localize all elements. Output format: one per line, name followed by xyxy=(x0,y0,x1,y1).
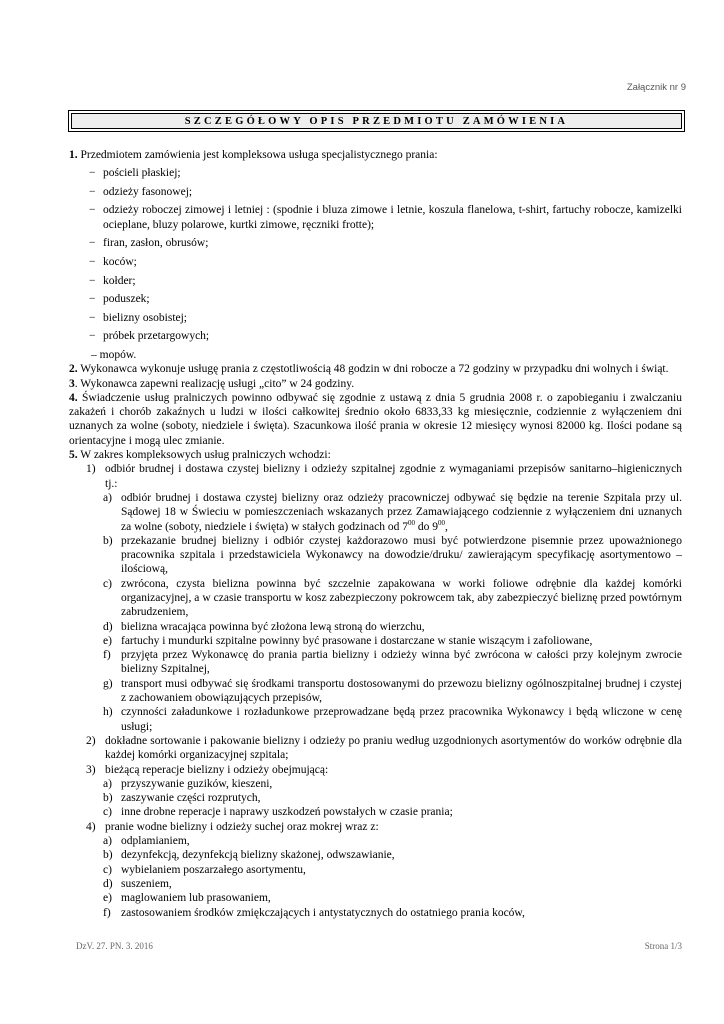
subitem-1d xyxy=(69,620,682,634)
subitem-text: odbiór brudnej i dostawa czystej bielizny oraz odzieży pracowniczej odbywać się będzie na terenie Szpitala przy ul. Sądowej 18 w Świeciu w pomieszczeniach wskazanych przez Zamawiającego codziennie z wyłączeniem dni uznanych za wolne (soboty, niedziele i święta) w stałych godzinach od 7 xyxy=(121,491,682,533)
subitem-text: wybielaniem poszarzałego asortymentu, xyxy=(121,863,306,876)
list-item-text: bielizny osobistej; xyxy=(103,311,188,324)
section-1-text: Przedmiotem zamówienia jest kompleksowa usługa specjalistycznego prania: xyxy=(80,149,438,161)
subitem-text: odbiór brudnej i dostawa czystej bielizny i odzieży szpitalnej zgodnie z wymaganiami przepisów sanitarno–higienicznych tj.: xyxy=(105,463,682,490)
list-item-text: firan, zasłon, obrusów; xyxy=(103,237,209,250)
subitem-marker: d) xyxy=(103,877,113,890)
subitem-text: dokładne sortowanie i pakowanie bielizny i odzieży po praniu według uzgodnionych asortymentów do worków odrębnie dla każdej komórki organizacyjnej szpitala; xyxy=(105,734,682,762)
dash-marker: − xyxy=(89,237,96,250)
subitem-marker: f) xyxy=(103,649,111,662)
subitem-marker: 3) xyxy=(86,763,96,776)
list-item xyxy=(69,329,682,343)
subitem-marker: b) xyxy=(103,792,113,805)
section-5 xyxy=(69,448,682,462)
dash-marker: − xyxy=(89,330,96,343)
subitem-4a xyxy=(69,834,682,848)
subitem-3a xyxy=(69,777,682,791)
dash-marker: − xyxy=(89,311,96,324)
subitem-text: przyjęta przez Wykonawcę do prania partia bielizny i odzieży winna być zwrócona w całości przy kolejnym zwrocie bielizny Szpitalnej, xyxy=(121,649,682,676)
title-box xyxy=(68,110,685,132)
list-item-text: odzieży roboczej zimowej i letniej : (spodnie i bluza zimowe i letnie, koszula flanelowa, t-shirt, fartuchy robocze, kamizelki ocieplane, bluzy polarowe, kurtki zimowe, ręczniki frotte); xyxy=(103,204,682,231)
subitem-text: przekazanie brudnej bielizny i odbiór czystej każdorazowo musi być potwierdzone pisemnie przez upoważnionego pracownika szpitala i przedstawiciela Wykonawcy na dowodzie/druku/ zawierającym specyfikację asortymentowo – ilościową, xyxy=(121,534,682,576)
list-item-text: kołder; xyxy=(103,274,136,287)
list-item xyxy=(69,274,682,288)
list-item xyxy=(69,311,682,325)
subitem-text: fartuchy i mundurki szpitalne powinny być prasowane i dostarczane w stanie wiszącym i zafoliowane, xyxy=(121,634,593,647)
list-item xyxy=(69,185,682,199)
subitem-marker: f) xyxy=(103,906,111,919)
subitem-text: przyszywanie guzików, kieszeni, xyxy=(121,777,273,790)
list-item-text: próbek przetargowych; xyxy=(103,330,210,343)
section-4 xyxy=(69,391,682,448)
list-item xyxy=(69,166,682,180)
list-item xyxy=(69,236,682,250)
subitem-marker: 1) xyxy=(86,463,96,476)
subitem-text: czynności załadunkowe i rozładunkowe przeprowadzane będą przez pracownika Wykonawcy i będą wliczone w cenę usługi; xyxy=(121,706,682,733)
section-2 xyxy=(69,362,682,376)
list-item xyxy=(69,292,682,306)
subitem-marker: b) xyxy=(103,849,113,862)
subitem-1b xyxy=(69,534,682,577)
subitem-text: transport musi odbywać się środkami transportu dostosowanymi do przewozu bielizny ogólnoszpitalnej brudnej i czystej z zachowaniem obowiązujących przepisów, xyxy=(121,677,682,705)
dash-marker: − xyxy=(89,185,96,198)
subitem-marker: e) xyxy=(103,892,112,905)
subitem-text: pranie wodne bielizny i odzieży suchej oraz mokrej wraz z: xyxy=(105,820,379,833)
section-3-text: . Wykonawca zapewni realizację usługi „cito” w 24 godziny. xyxy=(74,377,355,390)
subitem-marker: a) xyxy=(103,491,112,504)
subitem-text-mid: do 9 xyxy=(414,520,438,533)
subitem-text: suszeniem, xyxy=(121,877,172,890)
page-number: Strona 1/3 xyxy=(644,941,682,951)
subitem-4c xyxy=(69,863,682,877)
subitem-3b xyxy=(69,791,682,805)
dash-marker: − xyxy=(89,293,96,306)
list-item-last: – mopów. xyxy=(91,348,137,361)
list-item-text: koców; xyxy=(103,255,137,268)
dash-marker: − xyxy=(89,204,96,217)
subitem-marker: a) xyxy=(103,777,112,790)
subitem-marker: c) xyxy=(103,806,112,819)
subitem-4 xyxy=(69,820,682,834)
subitem-1g xyxy=(69,677,682,706)
subitem-2 xyxy=(69,734,682,763)
subitem-text: maglowaniem lub prasowaniem, xyxy=(121,892,271,905)
dash-marker: − xyxy=(89,255,96,268)
subitem-1f xyxy=(69,648,682,677)
subitem-text: zastosowaniem środków zmiękczających i antystatycznych do ostatniego prania koców, xyxy=(121,906,525,919)
subitem-text: bielizna wracająca powinna być złożona lewą stroną do wierzchu, xyxy=(121,620,425,633)
list-item-text: poduszek; xyxy=(103,293,150,306)
subitem-4f xyxy=(69,906,682,920)
subitem-1h xyxy=(69,705,682,734)
subitem-marker: c) xyxy=(103,863,112,876)
section-5-number: 5. xyxy=(69,449,78,462)
list-item xyxy=(69,255,682,269)
list-item-text: pościeli płaskiej; xyxy=(103,167,181,180)
subitem-3c xyxy=(69,805,682,819)
section-1-number: 1. xyxy=(69,149,78,161)
subitem-text: dezynfekcją, dezynfekcją bielizny skażonej, odwszawianie, xyxy=(121,849,395,862)
subitem-1c xyxy=(69,577,682,620)
subitem-4b xyxy=(69,848,682,862)
title-box-inner xyxy=(71,113,682,129)
subitem-text: zwrócona, czysta bielizna powinna być szczelnie zapakowana w worki foliowe odrębnie dla każdej komórki organizacyjnej, a w czasie transportu w kosz zabezpieczony pokrowcem tak, aby zabezpieczyć bieliznę przed powtórnym zabrudzeniem, xyxy=(121,577,682,619)
dash-marker: − xyxy=(89,167,96,180)
subitem-marker: g) xyxy=(103,677,113,690)
section-3 xyxy=(69,377,682,391)
annex-label: Załącznik nr 9 xyxy=(626,82,686,93)
subitem-marker: c) xyxy=(103,577,112,590)
section-4-number: 4. xyxy=(69,391,78,404)
subitem-text: zaszywanie części rozprutych, xyxy=(121,792,261,805)
time-superscript: 00 xyxy=(437,518,445,527)
subitem-3 xyxy=(69,763,682,777)
subitem-1 xyxy=(69,462,682,491)
subitem-4d xyxy=(69,877,682,891)
section-4-text: Świadczenie usług pralniczych powinno odbywać się zgodnie z ustawą z dnia 5 grudnia 2008 r. o zapobieganiu i zwalczaniu zakażeń i chorób zakaźnych u ludzi w ilości całkowitej średnio około 6833,33 kg miesięcznie, codziennie z wyłączeniem dni uznanych za wolne (soboty, niedziele i święta). Szacunkowa ilość prania w okresie 12 miesięcy wynosi 82000 kg. Ilości podane są orientacyjne i mogą ulec zmianie. xyxy=(69,391,682,447)
section-2-number: 2. xyxy=(69,363,78,376)
subitem-1e xyxy=(69,634,682,648)
footer-reference: DzV. 27. PN. 3. 2016 xyxy=(76,941,153,951)
subitem-text: odplamianiem, xyxy=(121,835,190,848)
subitem-marker: 4) xyxy=(86,820,96,833)
document-body xyxy=(69,148,682,920)
list-item-text: odzieży fasonowej; xyxy=(103,185,193,198)
subitem-4e xyxy=(69,891,682,905)
document-title: SZCZEGÓŁOWY OPIS PRZEDMIOTU ZAMÓWIENIA xyxy=(184,115,569,127)
subitem-text: inne drobne reperacje i naprawy uszkodzeń powstałych w czasie prania; xyxy=(121,806,453,819)
section-3-number: 3 xyxy=(69,377,75,390)
section-1 xyxy=(69,148,682,162)
subitem-marker: h) xyxy=(103,706,113,719)
list-item xyxy=(69,203,682,232)
subitem-text-end: , xyxy=(444,520,448,533)
subitem-text: bieżącą reperacje bielizny i odzieży obejmującą: xyxy=(105,763,329,776)
subitem-marker: 2) xyxy=(86,734,96,747)
subitem-marker: d) xyxy=(103,620,113,633)
time-superscript: 00 xyxy=(407,518,415,527)
subitem-marker: a) xyxy=(103,835,112,848)
subitem-1a xyxy=(69,491,682,534)
subitem-marker: e) xyxy=(103,634,112,647)
section-2-text: Wykonawca wykonuje usługę prania z częstotliwością 48 godzin w dni robocze a 72 godziny w przypadku dni wolnych i świąt. xyxy=(80,363,669,376)
dash-marker: − xyxy=(89,274,96,287)
section-5-text: W zakres kompleksowych usług pralniczych wchodzi: xyxy=(80,449,331,462)
subitem-marker: b) xyxy=(103,534,113,547)
